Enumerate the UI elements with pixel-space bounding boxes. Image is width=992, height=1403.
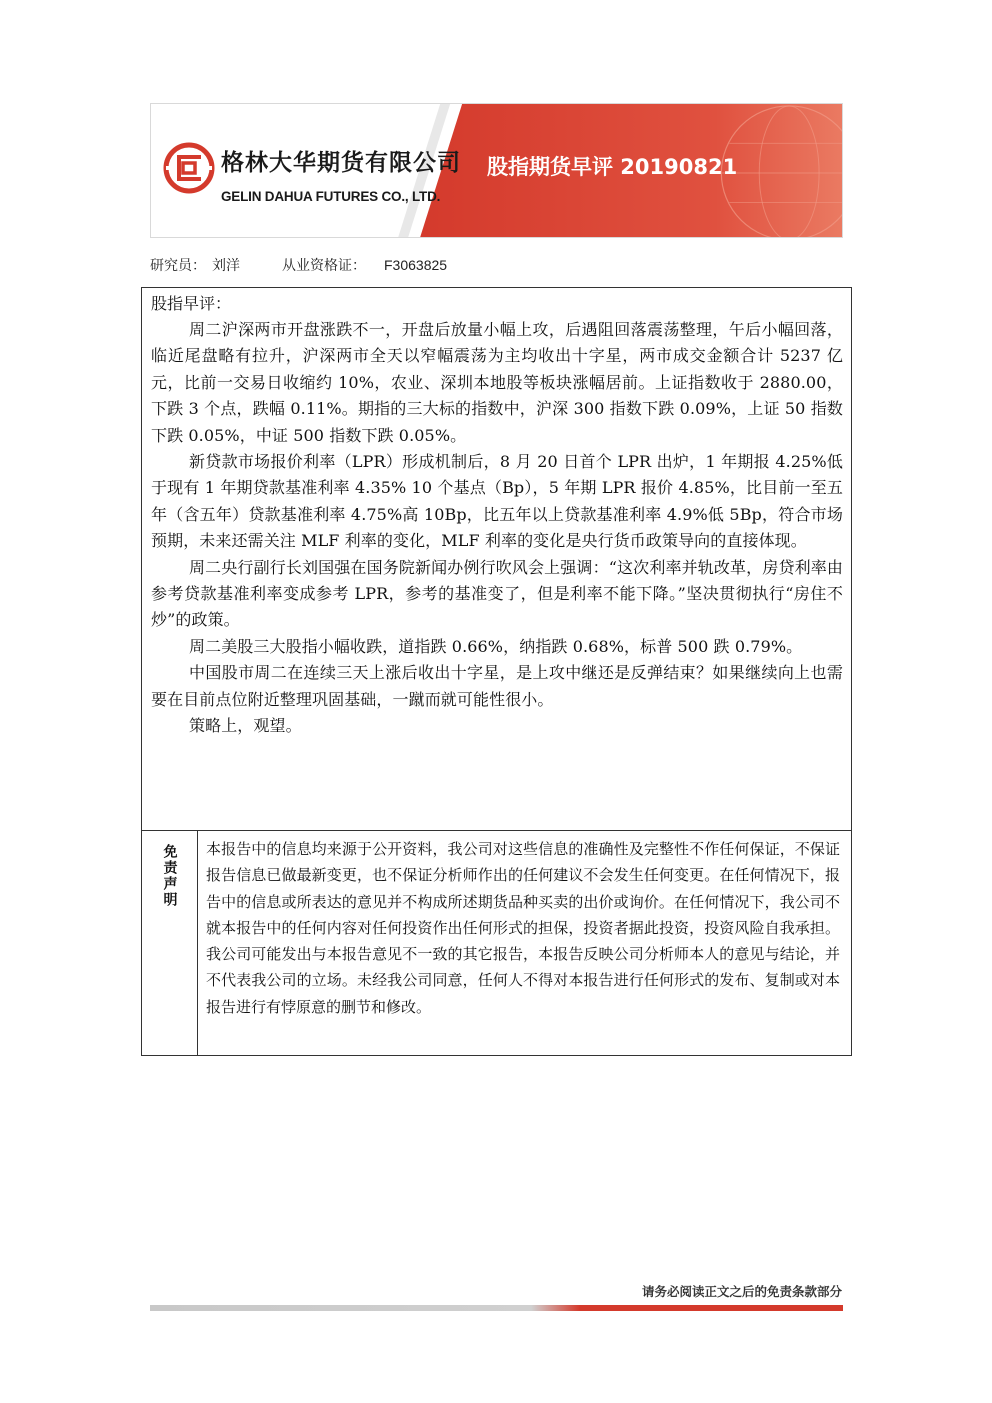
- commentary-heading: 股指早评：: [151, 294, 232, 313]
- analyst-label: 研究员：: [150, 258, 206, 274]
- paragraph-market-summary: 周二沪深两市开盘涨跌不一，开盘后放量小幅上攻，后遇阻回落震荡整理，午后小幅回落，临近尾盘略有拉升，沪深两市全天以窄幅震荡为主均收出十字星，两市成交金额合计 5237 亿元，比前一交易日收缩约 10%，农业、深圳本地股等板块涨幅居前。上证指数收于 2880.00，下跌 3 个点，跌幅 0.11%。期指的三大标的指数中，沪深 300 指数下跌 0.09%，上证 50 指数下跌 0.05%，中证 500 指数下跌 0.05%。: [151, 320, 843, 445]
- footer-note: 请务必阅读正文之后的免责条款部分: [641, 1284, 842, 1299]
- disclaimer-label-cell: [142, 830, 198, 1055]
- disclaimer-text: 本报告中的信息均来源于公开资料，我公司对这些信息的准确性及完整性不作任何保证，不保证报告信息已做最新变更，也不保证分析师作出的任何建议不会发生任何变更。在任何情况下，报告中的信息或所表达的意见并不构成所述期货品种买卖的出价或询价。在任何情况下，我公司不就本报告中的任何内容对任何投资作出任何形式的担保，投资者据此投资，投资风险自我承担。我公司可能发出与本报告意见不一致的其它报告，本报告反映公司分析师本人的意见与结论，并不代表我公司的立场。未经我公司同意，任何人不得对本报告进行任何形式的发布、复制或对本报告进行有悖原意的删节和修改。: [206, 840, 840, 1016]
- paragraph-strategy: 策略上，观望。: [189, 716, 302, 736]
- commentary-box: [141, 287, 852, 831]
- company-logo-icon: [163, 142, 215, 194]
- cert-label: 从业资格证：: [282, 258, 366, 274]
- paragraph-us-stocks: 周二美股三大股指小幅收跌，道指跌 0.66%，纳指跌 0.68%，标普 500 跌 0.79%。: [189, 636, 803, 656]
- paragraph-lpr: 新贷款市场报价利率（LPR）形成机制后，8 月 20 日首个 LPR 出炉，1 年期报 4.25%低于现有 1 年期贷款基准利率 4.35% 10 个基点（Bp），5 年期 LPR 报价 4.85%，比目前一至五年（含五年）贷款基准利率 4.75%高 10Bp，比五年以上贷款基准利率 4.9%低 5Bp，符合市场预期，未来还需关注 MLF 利率的变化，MLF 利率的变化是央行货币政策导向的直接体现。: [151, 452, 843, 551]
- company-name-en: GELIN DAHUA FUTURES CO., LTD.: [221, 189, 441, 204]
- footer-divider: [150, 1305, 843, 1311]
- analyst-name: 刘洋: [212, 258, 240, 274]
- report-title: 股指期货早评 20190821: [487, 155, 738, 179]
- cert-number: F3063825: [384, 257, 448, 273]
- company-name-cn: 格林大华期货有限公司: [221, 150, 461, 176]
- disclaimer-box: [141, 830, 852, 1056]
- analyst-line: [150, 255, 447, 275]
- paragraph-central-bank: 周二央行副行长刘国强在国务院新闻办例行吹风会上强调：“这次利率并轨改革，房贷利率由参考贷款基准利率变成参考 LPR，参考的基准变了，但是利率不能下降。”坚决贯彻执行“房住不炒”的政策。: [151, 557, 843, 630]
- paragraph-outlook: 中国股市周二在连续三天上涨后收出十字星，是上攻中继还是反弹结束？如果继续向上也需要在目前点位附近整理巩固基础，一蹴而就可能性很小。: [151, 663, 843, 709]
- header-banner: [150, 103, 843, 238]
- disclaimer-label: 免责声明: [161, 844, 178, 908]
